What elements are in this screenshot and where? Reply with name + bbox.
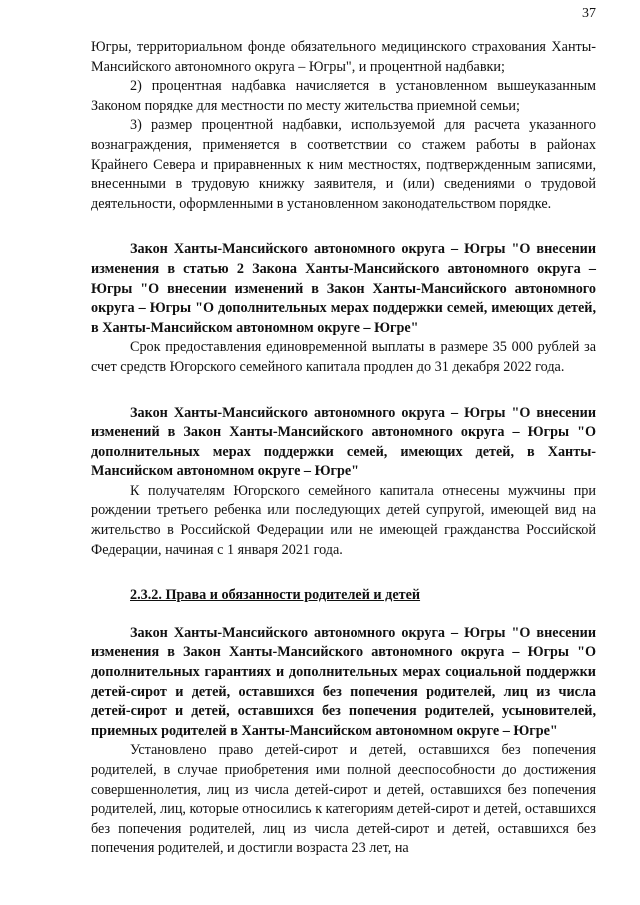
paragraph: 3) размер процентной надбавки, используемой для расчета указанного вознаграждения, применяется в соответствии со стажем работы в районах Крайнего Севера и приравненных к ним местностях, подтвержденным записями, внесенными в трудовую книжку заявителя, и (или) сведениями о трудовой деятельности, оформленными в установленном законодательством порядке. [91, 117, 596, 212]
section-heading: 2.3.2. Права и обязанности родителей и детей [130, 587, 421, 604]
page-number: 37 [582, 6, 596, 21]
paragraph: Срок предоставления единовременной выплаты в размере 35 000 рублей за счет средств Югорского семейного капитала продлен до 31 декабря 2022 года. [91, 339, 596, 375]
paragraph: 2) процентная надбавка начисляется в установленном вышеуказанным Законом порядке для местности по месту жительства приемной семьи; [91, 78, 596, 114]
document-body [91, 38, 596, 859]
paragraph: Югры, территориальном фонде обязательного медицинского страхования Ханты-Мансийского автономного округа – Югры", и процентной надбавки; [91, 39, 596, 75]
law-title: Закон Ханты-Мансийского автономного округа – Югры "О внесении изменений в Закон Ханты-Мансийского автономного округа – Югры "О дополнительных мерах поддержки семей, имеющих детей, в Ханты-Мансийском автономном округе – Югре" [91, 404, 596, 480]
paragraph: Установлено право детей-сирот и детей, оставшихся без попечения родителей, в случае приобретения ими полной дееспособности до достижения совершеннолетия, лиц из числа детей-сирот и детей, оставшихся без попечения родителей, лиц, которые относились к категориям детей-сирот и детей, оставшихся без попечения родителей, лиц из числа детей-сирот и детей, оставшихся без попечения родителей, и достигли возраста 23 лет, на [91, 742, 596, 857]
law-title: Закон Ханты-Мансийского автономного округа – Югры "О внесении изменения в статью 2 Закона Ханты-Мансийского автономного округа – Югры "О внесении изменений в Закон Ханты-Мансийского автономного округа – Югры "О дополнительных мерах поддержки семей, имеющих детей, в Ханты-Мансийском автономном округе – Югре" [91, 241, 596, 336]
paragraph: К получателям Югорского семейного капитала отнесены мужчины при рождении третьего ребенка или последующих детей супругой, имеющей вид на жительство в Российской Федерации или не имеющей гражданства Российской Федерации, начиная с 1 января 2021 года. [91, 482, 596, 558]
law-title: Закон Ханты-Мансийского автономного округа – Югры "О внесении изменения в Закон Ханты-Мансийского автономного округа – Югры "О дополнительных гарантиях и дополнительных мерах социальной поддержки детей-сирот и детей, оставшихся без попечения родителей, лиц из числа детей-сирот и детей, оставшихся без попечения родителей, усыновителей, приемных родителей в Ханты-Мансийском автономном округе – Югре" [91, 624, 596, 739]
